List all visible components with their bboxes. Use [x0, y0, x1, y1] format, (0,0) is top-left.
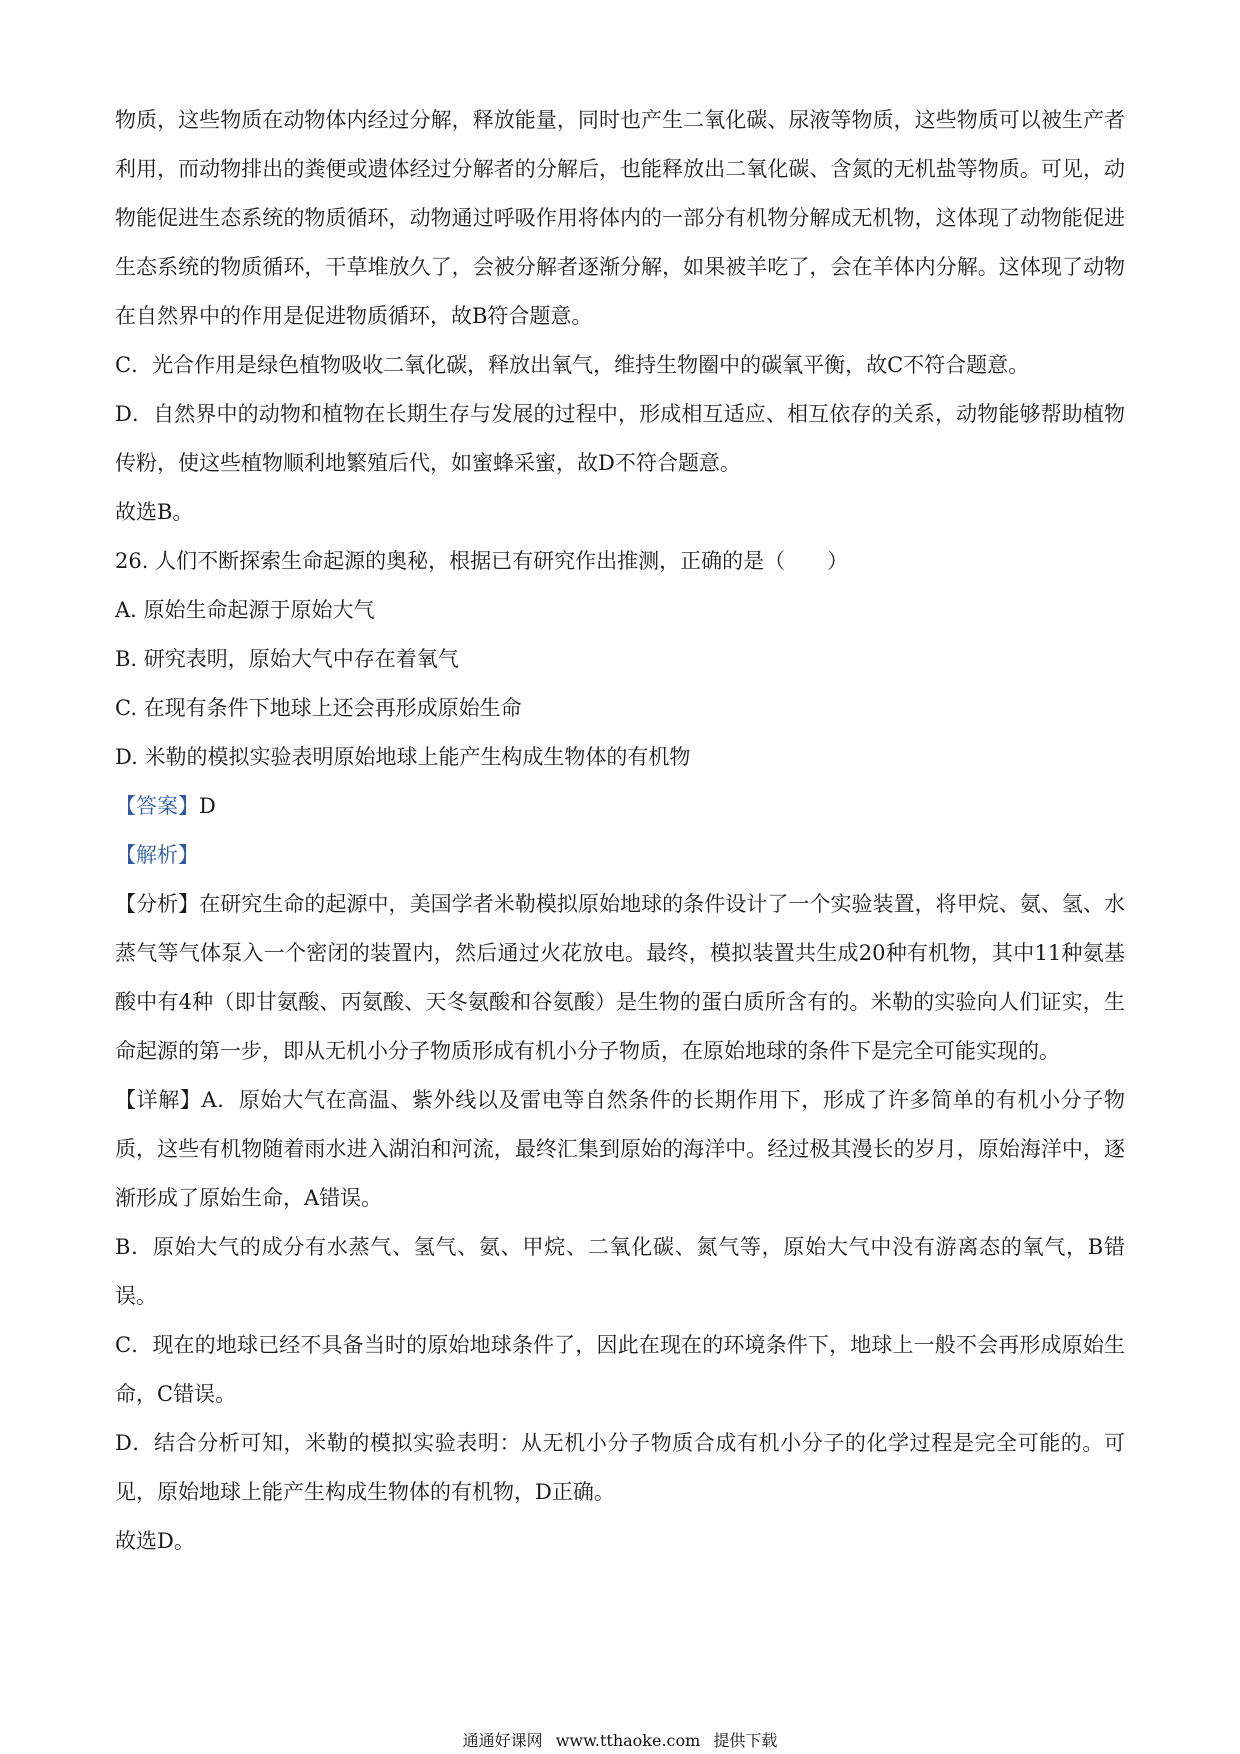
- paragraph-option-d-explanation: D．自然界中的动物和植物在长期生存与发展的过程中，形成相互适应、相互依存的关系，动物能够帮助植物传粉，使这些植物顺利地繁殖后代，如蜜蜂采蜜，故D不符合题意。: [115, 402, 1125, 475]
- question-option-c: C. 在现有条件下地球上还会再形成原始生命: [115, 696, 522, 720]
- question-stem: 26. 人们不断探索生命起源的奥秘，根据已有研究作出推测，正确的是（ ）: [115, 549, 849, 573]
- footer-site-name: 通通好课网: [462, 1731, 543, 1750]
- xiangjie-paragraph-b: B．原始大气的成分有水蒸气、氢气、氨、甲烷、二氧化碳、氮气等，原始大气中没有游离态的氧气，B错误。: [115, 1235, 1125, 1308]
- xiangjie-paragraph-a: [115, 1076, 1125, 1223]
- answer-tag: 【答案】: [115, 794, 199, 818]
- question-option-a: A. 原始生命起源于原始大气: [115, 598, 375, 622]
- xiangjie-paragraph-c: C．现在的地球已经不具备当时的原始地球条件了，因此在现在的环境条件下，地球上一般不会再形成原始生命，C错误。: [115, 1333, 1125, 1406]
- xiangjie-tag: 【详解】: [115, 1088, 202, 1112]
- answer-value: D: [199, 794, 216, 818]
- analysis-heading: [115, 831, 1125, 880]
- document-body: [115, 96, 1125, 1566]
- answer-line: [115, 782, 1125, 831]
- paragraph-option-c-explanation: C．光合作用是绿色植物吸收二氧化碳，释放出氧气，维持生物圈中的碳氧平衡，故C不符合题意。: [115, 353, 1030, 377]
- paragraph-prev-explanation: 物质，这些物质在动物体内经过分解，释放能量，同时也产生二氧化碳、尿液等物质，这些物质可以被生产者利用，而动物排出的粪便或遗体经过分解者的分解后，也能释放出二氧化碳、含氮的无机盐等物质。可见，动物能促进生态系统的物质循环，动物通过呼吸作用将体内的一部分有机物分解成无机物，这体现了动物能促进生态系统的物质循环，干草堆放久了，会被分解者逐渐分解，如果被羊吃了，会在羊体内分解。这体现了动物在自然界中的作用是促进物质循环，故B符合题意。: [115, 108, 1125, 328]
- fenxi-paragraph: [115, 880, 1125, 1076]
- page-footer: [0, 1728, 1240, 1751]
- fenxi-tag: 【分析】: [115, 892, 200, 916]
- question-option-b: B. 研究表明，原始大气中存在着氧气: [115, 647, 459, 671]
- question-option-d: D. 米勒的模拟实验表明原始地球上能产生构成生物体的有机物: [115, 745, 691, 769]
- xiangjie-paragraph-d: D．结合分析可知，米勒的模拟实验表明：从无机小分子物质合成有机小分子的化学过程是完全可能的。可见，原始地球上能产生构成生物体的有机物，D正确。: [115, 1431, 1125, 1504]
- analysis-tag: 【解析】: [115, 843, 199, 867]
- fenxi-text: 在研究生命的起源中，美国学者米勒模拟原始地球的条件设计了一个实验装置，将甲烷、氨、氢、水蒸气等气体泵入一个密闭的装置内，然后通过火花放电。最终，模拟装置共生成20种有机物，其中11种氨基酸中有4种（即甘氨酸、丙氨酸、天冬氨酸和谷氨酸）是生物的蛋白质所含有的。米勒的实验向人们证实，生命起源的第一步，即从无机小分子物质形成有机小分子物质，在原始地球的条件下是完全可能实现的。: [115, 892, 1125, 1063]
- xiangjie-text-a: A．原始大气在高温、紫外线以及雷电等自然条件的长期作用下，形成了许多简单的有机小分子物质，这些有机物随着雨水进入湖泊和河流，最终汇集到原始的海洋中。经过极其漫长的岁月，原始海洋中，逐渐形成了原始生命，A错误。: [115, 1088, 1125, 1210]
- xiangjie-conclusion: 故选D。: [115, 1529, 195, 1553]
- footer-url[interactable]: www.tthaoke.com: [555, 1731, 701, 1750]
- footer-suffix: 提供下载: [713, 1731, 778, 1750]
- paragraph-prev-conclusion: 故选B。: [115, 500, 194, 524]
